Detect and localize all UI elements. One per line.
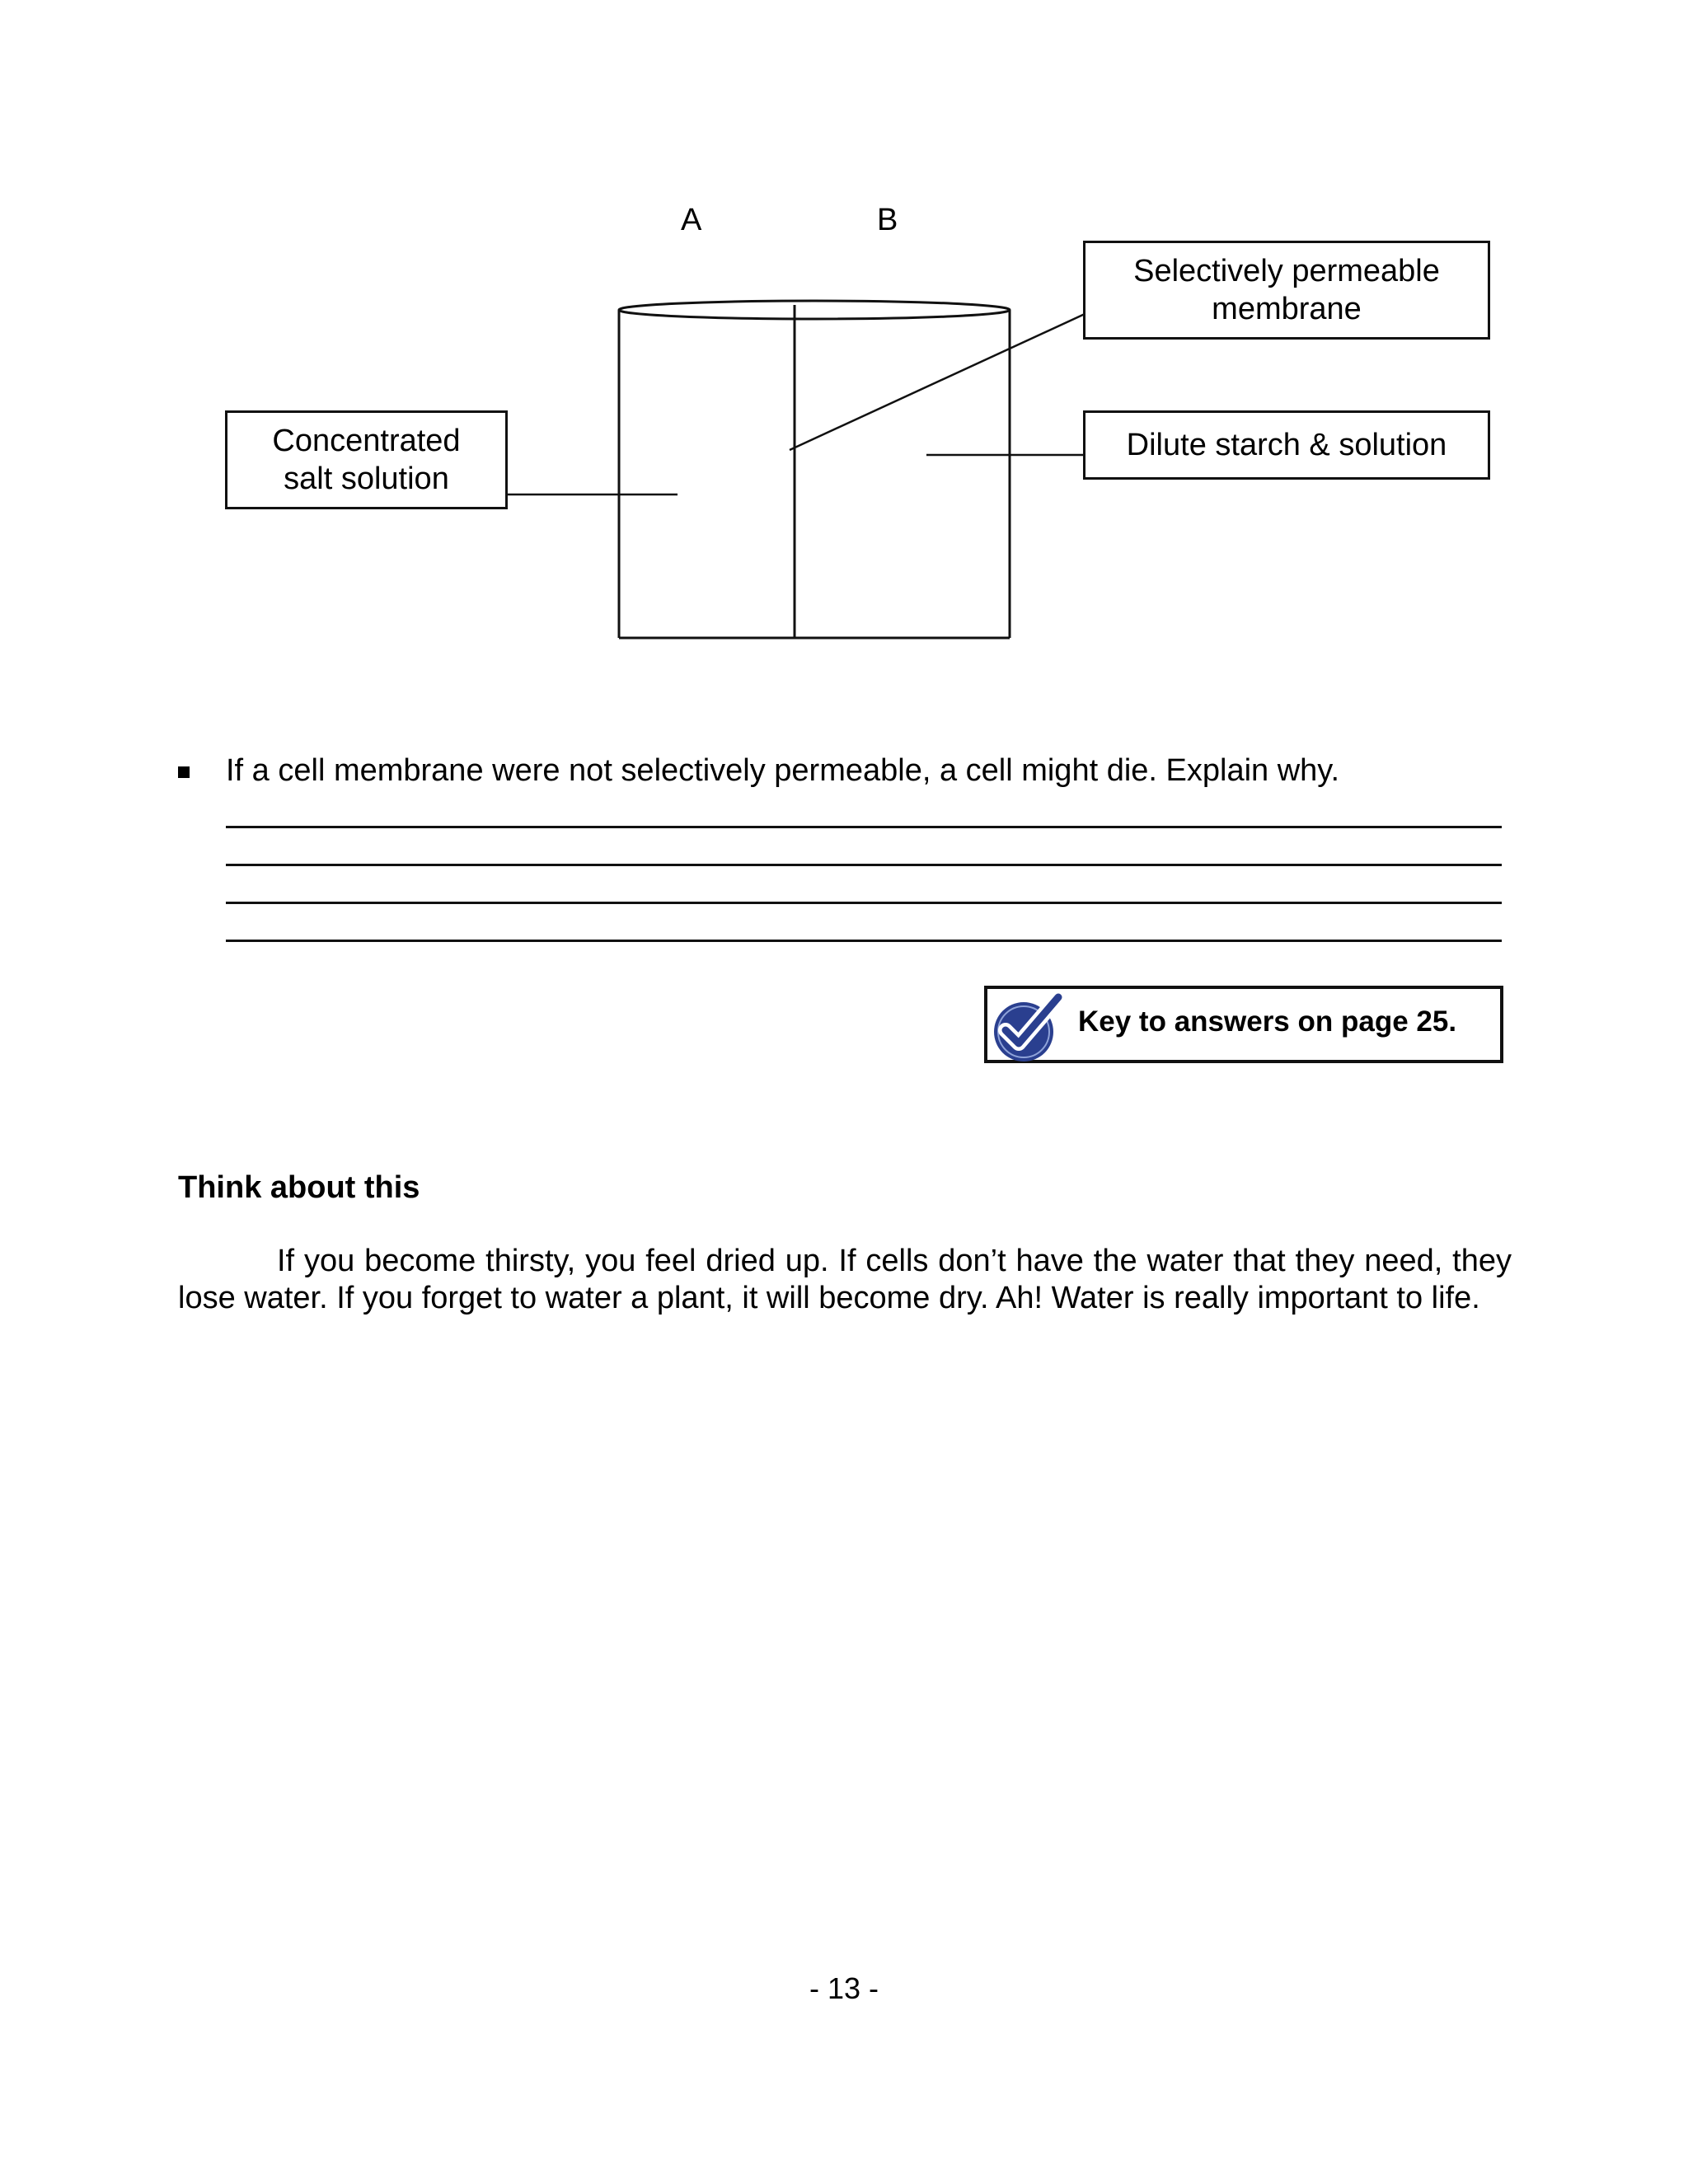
column-label-a: A	[681, 203, 702, 237]
starch-label-box	[1083, 410, 1490, 480]
membrane-label-box	[1083, 241, 1490, 340]
section-title-think: Think about this	[178, 1170, 420, 1205]
salt-label-line1: Concentrated	[272, 424, 461, 458]
checkmark-badge-icon	[991, 986, 1073, 1065]
answer-line-2[interactable]	[226, 864, 1502, 866]
beaker-rim	[619, 301, 1010, 319]
answer-key-box	[984, 986, 1503, 1063]
membrane-label-line1: Selectively permeable	[1133, 254, 1440, 288]
think-paragraph: If you become thirsty, you feel dried up. If cells don’t have the water that they need, they lose water. If you forget to water a plant, it will become dry. Ah! Water is really important to life.	[178, 1244, 1512, 1315]
salt-label-box	[225, 410, 508, 509]
pointer-membrane	[790, 314, 1085, 450]
answer-line-1[interactable]	[226, 826, 1502, 828]
starch-label: Dilute starch & solution	[1126, 428, 1447, 462]
answer-line-3[interactable]	[226, 902, 1502, 904]
answer-key-text: Key to answers on page 25.	[1078, 1005, 1457, 1038]
salt-label-line2: salt solution	[284, 462, 449, 496]
question-text: If a cell membrane were not selectively permeable, a cell might die. Explain why.	[226, 753, 1340, 788]
membrane-label-line2: membrane	[1212, 292, 1362, 326]
page-number: - 13 -	[809, 1971, 879, 2005]
bullet-square	[178, 766, 190, 778]
osmosis-diagram	[0, 0, 1688, 676]
answer-line-4[interactable]	[226, 940, 1502, 942]
column-label-b: B	[877, 203, 898, 237]
